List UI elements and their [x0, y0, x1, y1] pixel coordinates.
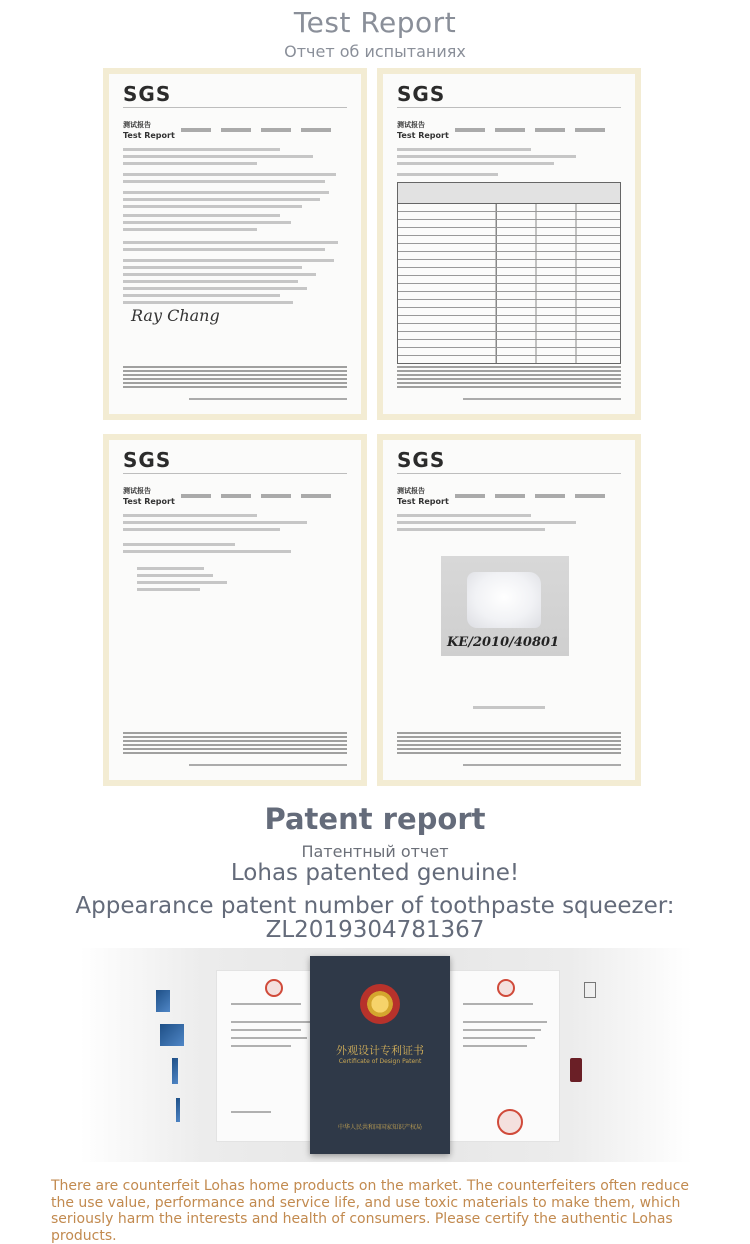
patent-genuine-text: Lohas patented genuine! [230, 860, 520, 886]
report-footer-text [123, 732, 347, 754]
divider [123, 473, 347, 474]
report-meta [181, 494, 341, 498]
report-heading-cn: 测试报告 [397, 487, 425, 495]
test-report-page-3[interactable] [103, 434, 367, 786]
patent-certificate-cover [310, 956, 450, 1154]
test-report-page-2[interactable] [377, 68, 641, 420]
certificate-seal [265, 979, 283, 997]
sample-label: KE/2010/40801 [447, 635, 560, 650]
official-stamp [497, 1109, 523, 1135]
page-title: Test Report [293, 6, 457, 39]
report-meta [181, 128, 341, 132]
report-heading-en: Test Report [397, 497, 449, 506]
test-report-page-4[interactable] [377, 434, 641, 786]
divider [397, 473, 621, 474]
product-thumbnail [156, 990, 170, 1012]
test-report-page-1[interactable] [103, 68, 367, 420]
sample-bag-image [467, 572, 541, 628]
national-emblem-icon [360, 984, 400, 1024]
certificate-seal [497, 979, 515, 997]
report-heading-cn: 测试报告 [123, 121, 151, 129]
sgs-logo: SGS [397, 82, 446, 106]
sgs-logo: SGS [123, 82, 172, 106]
certificate-issuer: 中华人民共和国国家知识产权局 [337, 1124, 422, 1131]
certificate-subtitle: Certificate of Design Patent [338, 1058, 422, 1065]
report-heading-en: Test Report [123, 131, 175, 140]
report-heading-cn: 测试报告 [123, 487, 151, 495]
divider [189, 764, 347, 766]
patent-number-label: Appearance patent number of toothpaste squeezer: [75, 893, 675, 919]
report-footer-text [397, 366, 621, 388]
product-thumbnail [172, 1058, 178, 1084]
sgs-logo: SGS [397, 448, 446, 472]
sgs-logo: SGS [123, 448, 172, 472]
divider [397, 107, 621, 108]
signature: Ray Chang [131, 306, 220, 325]
certificate-title: 外观设计专利证书 [336, 1044, 424, 1057]
report-body-text [123, 514, 347, 595]
patent-number: ZL2019304781367 [265, 917, 485, 943]
patent-certificate-image[interactable] [80, 948, 692, 1162]
report-body-text [397, 148, 621, 180]
report-heading-cn: 测试报告 [397, 121, 425, 129]
counterfeit-warning: There are counterfeit Lohas home products on the market. The counterfeiters often reduce the use value, performance and service life, and use toxic materials to make them, which seriously harm the interests and health of consumers. Please certify the authentic Lohas products. [51, 1178, 690, 1244]
product-thumbnail [160, 1024, 184, 1046]
report-heading-en: Test Report [123, 497, 175, 506]
report-footer-text [397, 732, 621, 754]
results-table [397, 182, 621, 364]
report-meta [455, 494, 615, 498]
certificate-page-right [448, 970, 560, 1142]
sample-photo [441, 556, 569, 656]
divider [463, 398, 621, 400]
report-meta [455, 128, 615, 132]
product-sketch [584, 982, 596, 998]
report-footer-text [123, 366, 347, 388]
patent-title: Patent report [264, 802, 486, 836]
product-sketch [570, 1058, 582, 1082]
report-body-text [473, 706, 545, 713]
divider [463, 764, 621, 766]
page-subtitle: Отчет об испытаниях [284, 42, 466, 61]
patent-subtitle: Патентный отчет [301, 842, 449, 861]
report-body-text [397, 514, 621, 535]
divider [123, 107, 347, 108]
divider [189, 398, 347, 400]
report-body-text [123, 148, 347, 308]
product-thumbnail [176, 1098, 180, 1122]
report-heading-en: Test Report [397, 131, 449, 140]
